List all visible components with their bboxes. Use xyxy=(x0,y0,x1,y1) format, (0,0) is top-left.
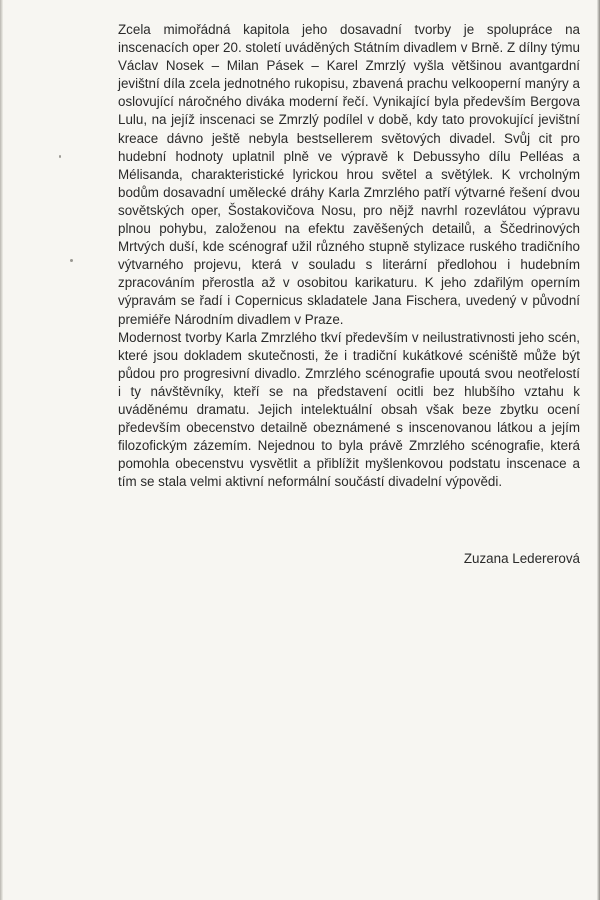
paragraph-opera-collaboration: Zcela mimořádná kapitola jeho dosavadní tvorby je spolupráce na inscenacích oper 20. století uváděných Státním divadlem v Brně. Z dílny týmu Václav Nosek – Milan Pásek – Karel Zmrzlý vyšla většinou avantgardní jevištní díla zcela jednotného rukopisu, zbavená prachu velkooperní manýry a oslovující náročného diváka moderní řečí. Vynikající byla především Bergova Lulu, na jejíž inscenaci se Zmrzlý podílel v době, kdy tato provokující jevištní kreace dávno ještě nebyla bestsellerem světových divadel. Svůj cit pro hudební hodnoty uplatnil plně ve výpravě k Debussyho dílu Pelléas a Mélisanda, charakteristické lyrickou hrou světel a světýlek. K vrcholným bodům dosavadní umělecké dráhy Karla Zmrzlého patří výtvarné řešení dvou sovětských oper, Šostakovičova Nosu, pro nějž navrhl rozevlátou výpravu plnou pohybu, založenou na efektu zavěšených detailů, a Ščedrinových Mrtvých duší, kde scénograf užil různého stupně stylizace ruského tradičního výtvarného projevu, která v souladu s literární předlohou i hudebním zpracováním přerostla až v osobitou karikaturu. K jeho zdařilým operním výpravám se řadí i Copernicus skladatele Jana Fischera, uvedený v původní premiéře Národním divadlem v Praze. xyxy=(118,22,580,327)
scan-speck xyxy=(70,259,73,262)
body-text xyxy=(118,21,580,491)
scan-speck xyxy=(59,155,61,158)
author-signature: Zuzana Ledererová xyxy=(463,551,580,566)
scan-edge-left xyxy=(0,0,3,900)
paragraph-modernity: Modernost tvorby Karla Zmrzlého tkví především v neilustrativnosti jeho scén, které jsou dokladem skutečnosti, že i tradiční kukátkové scéniště může být půdou pro progresivní divadlo. Zmrzlého scénografie upoutá svou neotřelostí i ty návštěvníky, kteří se na představení ocitli bez hlubšího vztahu k uváděnému dramatu. Jejich intelektuální obsah však beze zbytku ocení především obecenstvo detailně obeznámené s inscenovanou látkou a jejím filozofickým zázemím. Nejednou to byla právě Zmrzlého scénografie, která pomohla obecenstvu vysvětlit a přiblížit myšlenkovou podstatu inscenace a tím se stala velmi aktivní neformální součástí divadelní výpovědi. xyxy=(118,329,580,490)
